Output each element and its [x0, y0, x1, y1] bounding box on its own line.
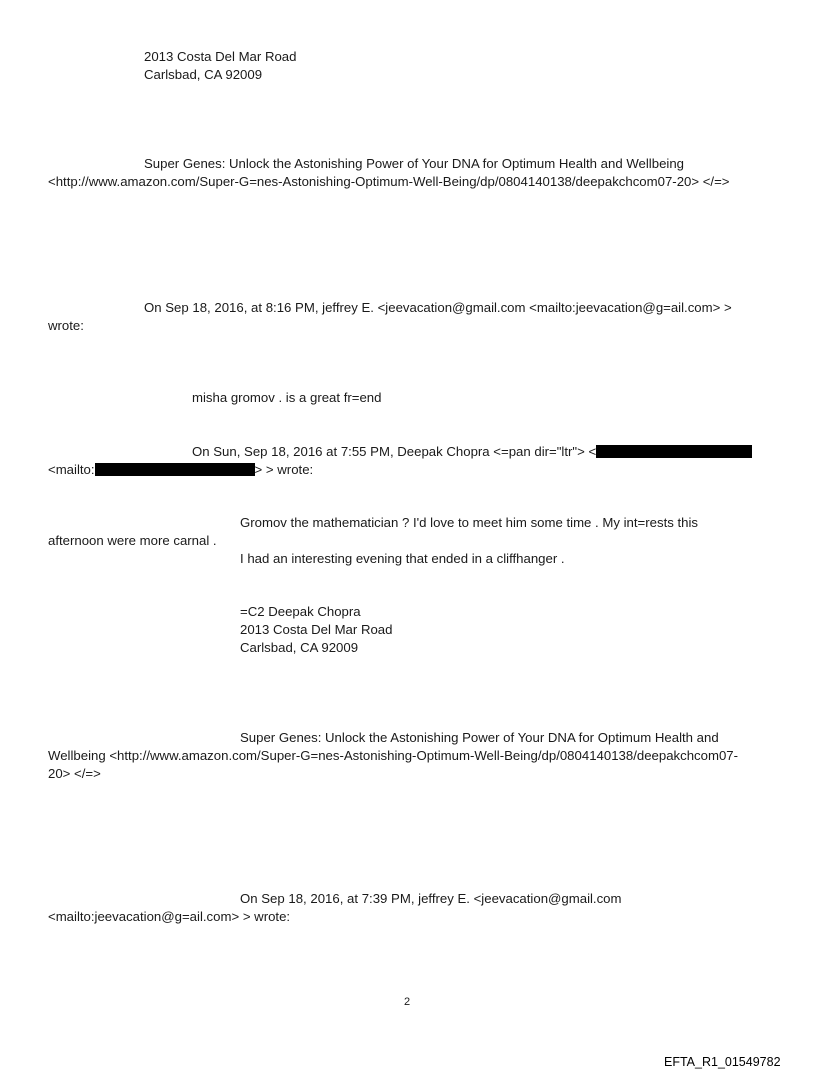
mailto-suffix: > > wrote:	[254, 462, 314, 477]
reply-header-2-mailto	[48, 461, 313, 479]
book-line-3: 20> </=>	[48, 766, 101, 781]
book-line-2: Wellbeing <http://www.amazon.com/Super-G=nes-Astonishing-Optimum-Well-Being/dp/0804140138/deepakchcom07-	[48, 748, 739, 763]
signature-address-2: Carlsbad, CA 92009	[240, 640, 359, 655]
reply-header-3-line-1: On Sep 18, 2016, at 7:39 PM, jeffrey E. <jeevacation@gmail.com	[240, 891, 622, 906]
address-line-1: 2013 Costa Del Mar Road	[144, 49, 297, 64]
reply-header-2-text: On Sun, Sep 18, 2016 at 7:55 PM, Deepak Chopra <=pan dir="ltr"> <	[192, 444, 597, 459]
reply-header-1-end: wrote:	[48, 318, 84, 333]
reply-header-1: On Sep 18, 2016, at 8:16 PM, jeffrey E. <jeevacation@gmail.com <mailto:jeevacation@g=ail.com> >	[144, 300, 732, 315]
book-title-line: Super Genes: Unlock the Astonishing Power of Your DNA for Optimum Health and Wellbeing	[144, 156, 685, 171]
redaction-bar	[95, 463, 255, 476]
mailto-prefix: <mailto:	[48, 462, 95, 477]
address-line-2: Carlsbad, CA 92009	[144, 67, 263, 82]
reply-header-3-line-2: <mailto:jeevacation@g=ail.com> > wrote:	[48, 909, 291, 924]
reply-header-2	[192, 443, 752, 461]
document-id-footer: EFTA_R1_01549782	[664, 1055, 781, 1069]
book-line-1: Super Genes: Unlock the Astonishing Power of Your DNA for Optimum Health and	[240, 730, 719, 745]
message-misha: misha gromov . is a great fr=end	[192, 390, 382, 405]
signature-name: =C2 Deepak Chopra	[240, 604, 361, 619]
page-number: 2	[404, 996, 411, 1008]
message-gromov-line-3: I had an interesting evening that ended in a cliffhanger .	[240, 551, 565, 566]
message-gromov-line-1: Gromov the mathematician ? I'd love to meet him some time . My int=rests this	[240, 515, 699, 530]
redaction-bar	[596, 445, 752, 458]
book-url-line: <http://www.amazon.com/Super-G=nes-Astonishing-Optimum-Well-Being/dp/0804140138/deepakchcom07-20> </=>	[48, 174, 730, 189]
signature-address-1: 2013 Costa Del Mar Road	[240, 622, 393, 637]
message-gromov-line-2: afternoon were more carnal .	[48, 533, 217, 548]
